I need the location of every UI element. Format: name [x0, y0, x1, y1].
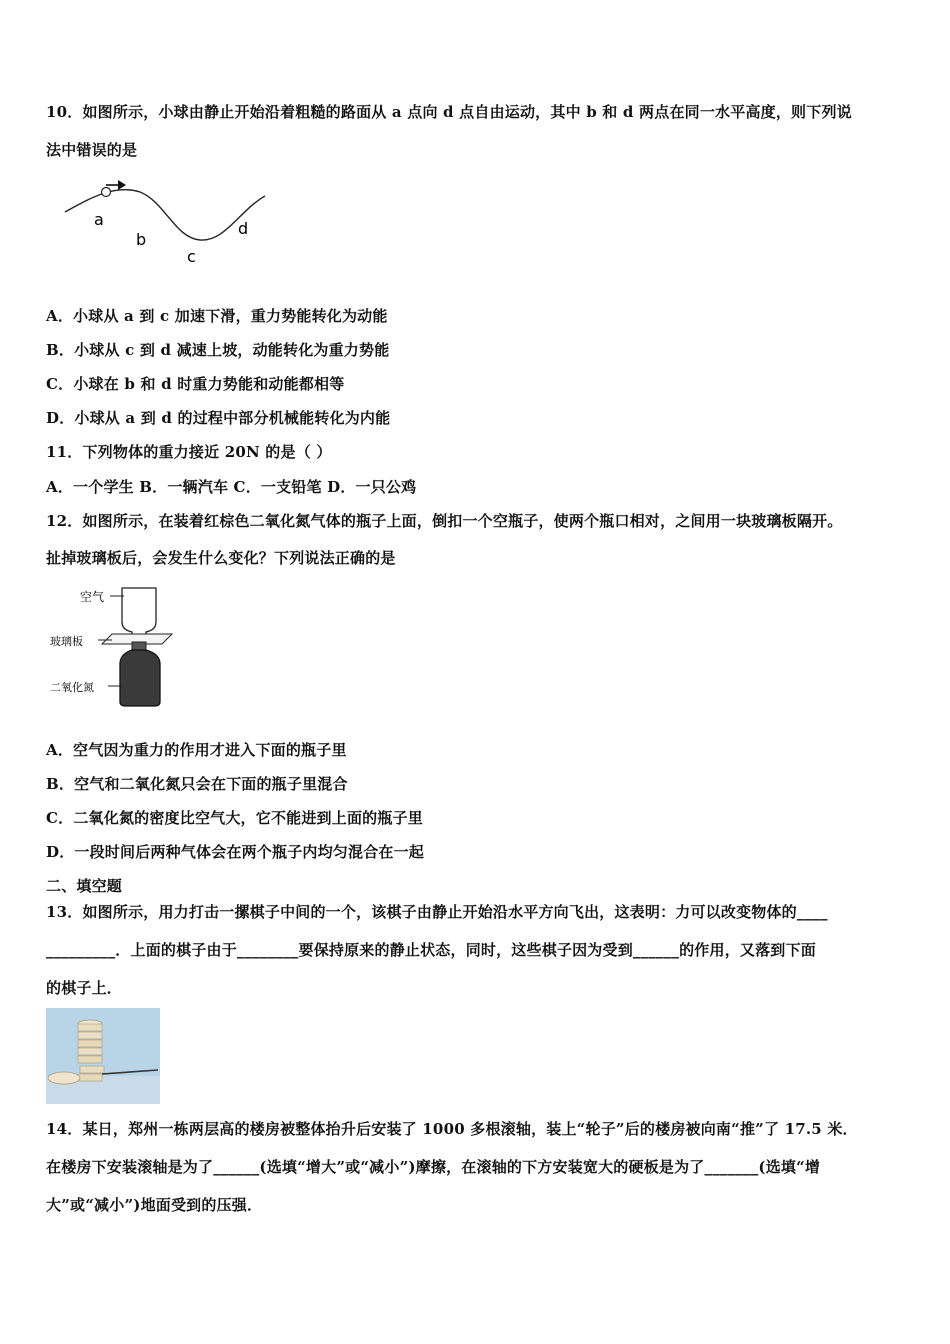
- q10-option-c: C．小球在 b 和 d 时重力势能和动能都相等: [46, 375, 345, 393]
- q10-option-b: B．小球从 c 到 d 减速上坡，动能转化为重力势能: [46, 341, 390, 359]
- upper-bottle: [122, 588, 156, 640]
- lower-bottle-neck: [132, 642, 146, 650]
- q11-options: A．一个学生 B．一辆汽车 C．一支铅笔 D．一只公鸡: [46, 478, 417, 496]
- q12-option-c: C．二氧化氮的密度比空气大，它不能进到上面的瓶子里: [46, 809, 423, 827]
- q13-line2: _________．上面的棋子由于________要保持原来的静止状态，同时，这些棋子因为受到______的作用，又落到下面: [46, 941, 816, 959]
- label-b: b: [136, 230, 147, 249]
- chess-piece: [78, 1048, 102, 1055]
- chess-stack-photo: [46, 1008, 160, 1104]
- q10-stem-line2: 法中错误的是: [46, 141, 138, 159]
- rough-track-diagram: [60, 176, 270, 268]
- q12-stem-line1: 12．如图所示，在装着红棕色二氧化氮气体的瓶子上面，倒扣一个空瓶子，使两个瓶口相对，之间用一块玻璃板隔开。: [46, 512, 843, 530]
- ball: [102, 188, 111, 197]
- q10-track-figure: [60, 176, 270, 268]
- q11-stem: 11．下列物体的重力接近 20N 的是（ ）: [46, 443, 332, 461]
- q10-option-d: D．小球从 a 到 d 的过程中部分机械能转化为内能: [46, 409, 391, 427]
- label-no2: 二氧化氮: [50, 681, 94, 694]
- q14-line1: 14．某日，郑州一栋两层高的楼房被整体抬升后安装了 1000 多根滚轴，装上“轮子”后的楼房被向南“推”了 17.5 米．: [46, 1120, 858, 1138]
- q12-stem-line2: 扯掉玻璃板后，会发生什么变化？下列说法正确的是: [46, 549, 396, 567]
- q12-option-d: D．一段时间后两种气体会在两个瓶子内均匀混合在一起: [46, 843, 425, 861]
- q13-line3: 的棋子上．: [46, 979, 123, 997]
- q12-bottles-figure: [46, 582, 196, 714]
- chess-piece: [80, 1066, 104, 1073]
- label-a: a: [94, 210, 104, 229]
- q12-option-b: B．空气和二氧化氮只会在下面的瓶子里混合: [46, 775, 348, 793]
- chess-piece: [78, 1032, 102, 1039]
- chess-piece: [78, 1074, 102, 1081]
- label-c: c: [187, 247, 196, 266]
- q10-stem-line1: 10．如图所示，小球由静止开始沿着粗糙的路面从 a 点向 d 点自由运动，其中 b 和 d 两点在同一水平高度，则下列说: [46, 103, 852, 121]
- chess-piece: [78, 1040, 102, 1047]
- lower-bottle: [120, 650, 160, 706]
- motion-arrow-head: [118, 180, 126, 190]
- q12-option-a: A．空气因为重力的作用才进入下面的瓶子里: [46, 741, 347, 759]
- q13-line1: 13．如图所示，用力打击一摞棋子中间的一个，该棋子由静止开始沿水平方向飞出，这表明：力可以改变物体的____: [46, 903, 828, 921]
- q14-line3: 大”或“减小”)地面受到的压强．: [46, 1196, 263, 1214]
- chess-piece: [78, 1024, 102, 1031]
- label-air: 空气: [80, 590, 105, 604]
- diffusion-bottles-diagram: [46, 582, 196, 714]
- flying-chess-piece: [48, 1072, 80, 1084]
- section-heading: 二、填空题: [46, 877, 123, 895]
- q14-line2: 在楼房下安装滚轴是为了______(选填“增大”或“减小”)摩擦，在滚轴的下方安装宽大的硬板是为了_______(选填“增: [46, 1158, 821, 1176]
- chess-piece: [78, 1056, 102, 1063]
- label-d: d: [238, 219, 249, 238]
- q13-chess-photo: [46, 1008, 160, 1104]
- label-glass-plate: 玻璃板: [50, 635, 83, 648]
- q10-option-a: A．小球从 a 到 c 加速下滑，重力势能转化为动能: [46, 307, 388, 325]
